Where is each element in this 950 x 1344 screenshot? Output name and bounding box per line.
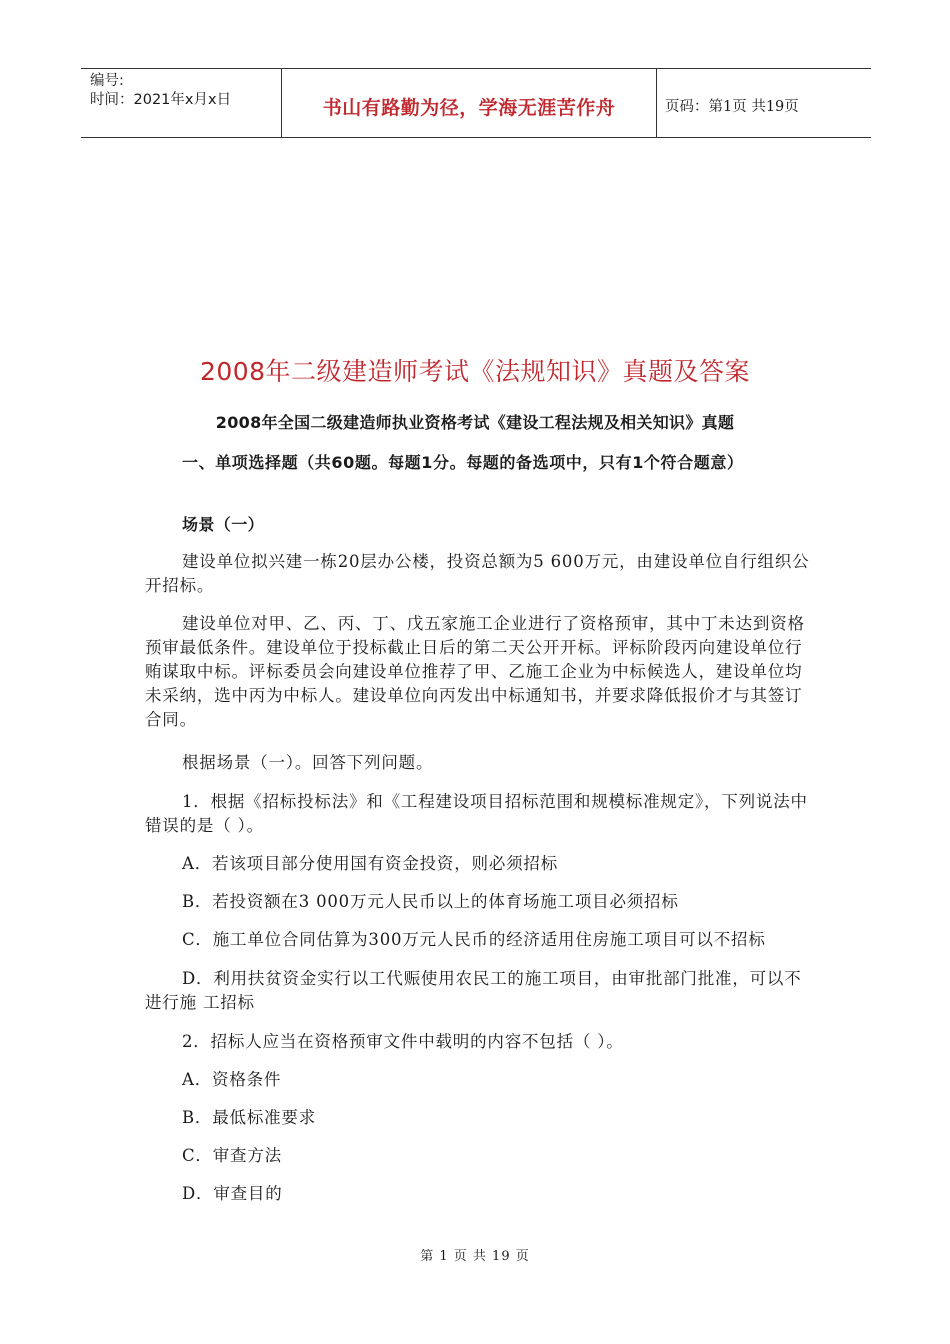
document-subtitle: 2008年全国二级建造师执业资格考试《建设工程法规及相关知识》真题 bbox=[215, 413, 735, 432]
question-option: D．利用扶贫资金实行以工代赈使用农民工的施工项目，由审批部门批准，可以不进行施 工招标 bbox=[145, 969, 802, 1012]
document-title: 2008年二级建造师考试《法规知识》真题及答案 bbox=[199, 357, 751, 386]
header-page-number: 页码：第1页 共19页 bbox=[665, 98, 799, 115]
question-option: C．施工单位合同估算为300万元人民币的经济适用住房施工项目可以不招标 bbox=[182, 930, 766, 949]
question-option: D．审查目的 bbox=[182, 1184, 283, 1203]
question-option: C．审查方法 bbox=[182, 1146, 282, 1165]
page-footer: 第 1 页 共 19 页 bbox=[420, 1249, 530, 1264]
question-stem: 2．招标人应当在资格预审文件中载明的内容不包括（ ）。 bbox=[182, 1032, 624, 1051]
header-motto-cell bbox=[282, 69, 657, 137]
question-option: A．若该项目部分使用国有资金投资，则必须招标 bbox=[182, 854, 559, 873]
header-page-cell bbox=[657, 69, 871, 137]
page-header-table bbox=[81, 68, 871, 138]
scenario-instruction: 根据场景（一）。回答下列问题。 bbox=[182, 753, 434, 772]
question-stem: 1．根据《招标投标法》和《工程建设项目招标范围和规模标准规定》，下列说法中错误的是（ ）。 bbox=[145, 792, 808, 835]
header-motto: 书山有路勤为径，学海无涯苦作舟 bbox=[322, 96, 616, 119]
document-number-label: 编号: bbox=[90, 73, 124, 89]
question-option: A．资格条件 bbox=[182, 1070, 282, 1089]
scenario-paragraph-1: 建设单位拟兴建一栋20层办公楼，投资总额为5 600万元，由建设单位自行组织公开招标。 bbox=[145, 552, 810, 595]
question-option: B．若投资额在3 000万元人民币以上的体育场施工项目必须招标 bbox=[182, 892, 679, 911]
scenario-heading: 场景（一） bbox=[182, 515, 265, 534]
section-heading: 一、单项选择题（共60题。每题1分。每题的备选项中，只有1个符合题意） bbox=[182, 453, 744, 472]
document-date: 时间：2021年x月x日 bbox=[90, 92, 232, 108]
scenario-paragraph-2: 建设单位对甲、乙、丙、丁、戊五家施工企业进行了资格预审，其中丁未达到资格预审最低条件。建设单位于投标截止日后的第二天公开开标。评标阶段丙向建设单位行贿谋取中标。评标委员会向建设单位推荐了甲、乙施工企业为中标候选人，建设单位均未采纳，选中丙为中标人。建设单位向丙发出中标通知书，并要求降低报价才与其签订合同。 bbox=[145, 614, 805, 729]
question-option: B．最低标准要求 bbox=[182, 1108, 317, 1127]
header-meta-cell bbox=[81, 69, 282, 137]
